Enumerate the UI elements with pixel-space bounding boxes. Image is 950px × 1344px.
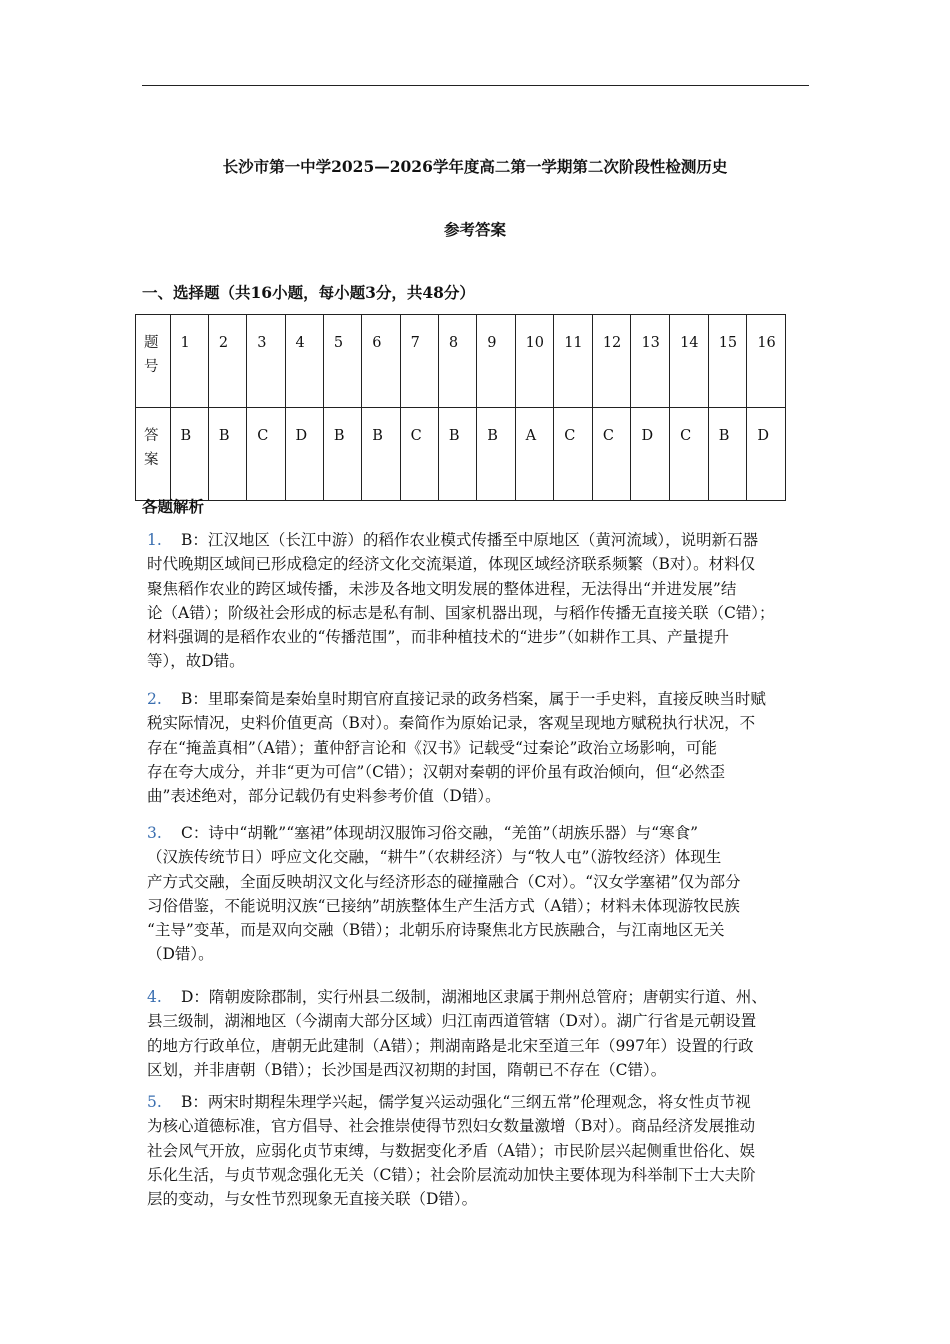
question-number-row [136,315,786,408]
line-text: 等），故D错。 [147,652,245,671]
answer-cell: C [592,408,631,501]
item-number: 5. [147,1093,162,1111]
analysis-line [147,918,817,942]
answer-cell: B [208,408,246,501]
answer-cell: D [285,408,323,501]
line-text: B：两宋时期程朱理学兴起，儒学复兴运动强化“三纲五常”伦理观念，将女性贞节视 [181,1093,751,1111]
header-char: 答 [144,428,159,444]
analysis-line [147,1009,817,1033]
analysis-line [147,1090,817,1114]
line-text: 产方式交融，全面反映胡汉文化与经济形态的碰撞融合（C对）。“汉女学塞裙”仅为部分 [147,872,741,891]
answer-cell: B [438,408,476,501]
line-text: 的地方行政单位，唐朝无此建制（A错）；荆湖南路是北宋至道三年（997年）设置的行政 [147,1036,754,1055]
question-number-cell: 11 [554,315,593,408]
line-text: 为核心道德标准，官方倡导、社会推崇使得节烈妇女数量激增（B对）。商品经济发展推动 [147,1117,756,1136]
question-number-cell: 7 [400,315,438,408]
line-text: B：江汉地区（长江中游）的稻作农业模式传播至中原地区（黄河流域），说明新石器 [181,531,759,549]
analysis-line [147,821,817,845]
question-number-cell: 5 [323,315,361,408]
analysis-line [147,1058,817,1082]
question-number-cell: 1 [170,315,208,408]
line-text: 税实际情况，史料价值更高（B对）。秦简作为原始记录，客观呈现地方赋税执行状况，不 [147,714,756,733]
line-text: B：里耶秦简是秦始皇时期官府直接记录的政务档案，属于一手史料，直接反映当时赋 [181,690,766,708]
analysis-item [147,821,817,967]
answer-cell: B [362,408,400,501]
line-text: 区划，并非唐朝（B错）；长沙国是西汉初期的封国，隋朝已不存在（C错）。 [147,1060,667,1079]
analysis-line [147,1034,817,1058]
line-text: C：诗中“胡靴”“塞裙”体现胡汉服饰习俗交融，“羌笛”（胡族乐器）与“寒食” [181,824,699,842]
answer-row [136,408,786,501]
section-heading: 一、选择题（共16小题，每小题3分，共48分） [142,283,475,302]
question-number-cell: 14 [670,315,709,408]
document-title: 长沙市第一中学2025—2026学年度高二第一学期第二次阶段性检测历史 [222,157,728,176]
answer-cell: B [323,408,361,501]
analysis-item [147,1090,817,1211]
question-number-cell: 16 [747,315,786,408]
analysis-line [147,687,817,711]
item-number: 2. [147,690,162,708]
question-number-cell: 9 [477,315,515,408]
analysis-line [147,601,817,625]
analysis-item [147,528,817,674]
analysis-line [147,942,817,966]
question-number-cell: 12 [592,315,631,408]
line-text: 存在“掩盖真相”（A错）；董仲舒言论和《汉书》记载受“过秦论”政治立场影响，可能 [147,738,717,757]
answer-cell: B [170,408,208,501]
header-char: 案 [144,452,159,468]
question-number-cell: 15 [708,315,747,408]
line-text: D：隋朝废除郡制，实行州县二级制，湖湘地区隶属于荆州总管府；唐朝实行道、州、 [181,988,767,1006]
answer-table [135,314,786,501]
analysis-line [147,760,817,784]
answer-cell: D [747,408,786,501]
answer-cell: C [400,408,438,501]
analysis-line [147,870,817,894]
line-text: 层的变动，与女性节烈现象无直接关联（D错）。 [147,1190,478,1209]
answer-cell: C [554,408,593,501]
line-text: 习俗借鉴，不能说明汉族“已接纳”胡族整体生产生活方式（A错）；材料未体现游牧民族 [147,896,740,915]
line-text: 时代晚期区域间已形成稳定的经济文化交流渠道，体现区域经济联系频繁（B对）。材料仅 [147,555,756,574]
analysis-line [147,577,817,601]
line-text: 聚焦稻作农业的跨区域传播，未涉及各地文明发展的整体进程，无法得出“并进发展”结 [147,579,737,598]
analysis-line [147,1187,817,1211]
answer-cell: C [247,408,285,501]
answer-cell: A [515,408,554,501]
analysis-line [147,1114,817,1138]
analysis-line [147,845,817,869]
analysis-item [147,687,817,808]
question-number-cell: 6 [362,315,400,408]
question-number-cell: 10 [515,315,554,408]
answer-cell: D [631,408,670,501]
header-char: 号 [144,359,159,375]
line-text: 曲”表述绝对，部分记载仍有史料参考价值（D错）。 [147,787,501,806]
answer-cell: B [708,408,747,501]
question-number-cell: 3 [247,315,285,408]
analysis-heading: 各题解析 [142,497,205,516]
analysis-line [147,552,817,576]
analysis-line [147,1139,817,1163]
analysis-line [147,528,817,552]
line-text: 论（A错）；阶级社会形成的标志是私有制、国家机器出现，与稻作传播无直接关联（C错）； [147,603,775,622]
line-text: 材料强调的是稻作农业的“传播范围”，而非种植技术的“进步”（如耕作工具、产量提升 [147,628,729,647]
line-text: “主导”变革，而是双向交融（B错）；北朝乐府诗聚焦北方民族融合，与江南地区无关 [147,921,725,940]
item-number: 4. [147,988,162,1006]
analysis-line [147,736,817,760]
line-text: （D错）。 [147,945,214,964]
row-header [136,408,171,501]
analysis-line [147,625,817,649]
document-subtitle: 参考答案 [443,220,506,239]
line-text: 乐化生活，与贞节观念强化无关（C错）；社会阶层流动加快主要体现为科举制下士大夫阶 [147,1165,756,1184]
line-text: 存在夸大成分，并非“更为可信”（C错）；汉朝对秦朝的评价虽有政治倾向，但“必然歪 [147,762,726,781]
header-rule [142,85,809,86]
question-number-cell: 13 [631,315,670,408]
analysis-line [147,649,817,673]
analysis-line [147,985,817,1009]
question-number-cell: 8 [438,315,476,408]
analysis-line [147,711,817,735]
item-number: 1. [147,531,162,549]
header-char: 题 [144,335,159,351]
line-text: 县三级制，湖湘地区（今湖南大部分区域）归江南西道管辖（D对）。湖广行省是元朝设置 [147,1012,757,1031]
analysis-line [147,784,817,808]
row-header [136,315,171,408]
analysis-line [147,894,817,918]
answer-cell: B [477,408,515,501]
analysis-line [147,1163,817,1187]
item-number: 3. [147,824,162,842]
analysis-item [147,985,817,1082]
question-number-cell: 4 [285,315,323,408]
line-text: （汉族传统节日）呼应文化交融，“耕牛”（农耕经济）与“牧人屯”（游牧经济）体现生 [147,848,722,867]
question-number-cell: 2 [208,315,246,408]
answer-cell: C [670,408,709,501]
line-text: 社会风气开放，应弱化贞节束缚，与数据变化矛盾（A错）；市民阶层兴起侧重世俗化、娱 [147,1141,755,1160]
